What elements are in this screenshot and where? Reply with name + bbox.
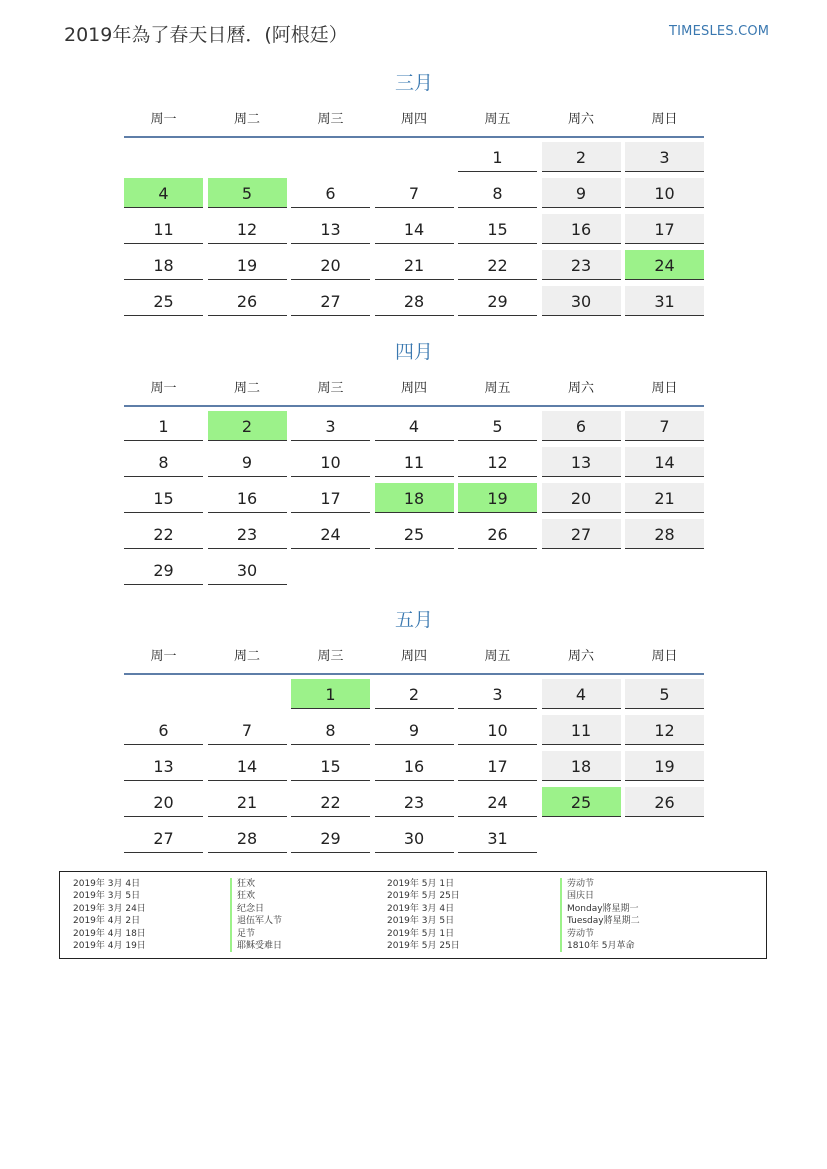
weekday-header	[124, 635, 704, 675]
weekday-label: 周五	[484, 380, 511, 396]
holiday-day-cell: 25	[542, 787, 621, 817]
month-block-may	[124, 605, 704, 859]
empty-day-cell	[208, 142, 287, 172]
day-cell: 9	[208, 447, 287, 477]
empty-day-cell	[291, 142, 370, 172]
day-cell: 22	[291, 787, 370, 817]
holiday-day-cell: 2	[208, 411, 287, 441]
weekday-label: 周六	[567, 111, 594, 127]
day-cell: 15	[458, 214, 537, 244]
empty-day-cell	[124, 679, 203, 709]
day-cell: 27	[124, 823, 203, 853]
legend-holiday-name: 国庆日	[560, 890, 640, 902]
day-cell: 7	[625, 411, 704, 441]
empty-day-cell	[291, 555, 370, 585]
legend-date: 2019年 3月 24日	[73, 903, 146, 914]
month-title: 三月	[394, 72, 433, 94]
day-cell: 30	[375, 823, 454, 853]
day-cell: 25	[124, 286, 203, 316]
empty-day-cell	[124, 142, 203, 172]
day-cell: 21	[208, 787, 287, 817]
day-cell: 27	[542, 519, 621, 549]
day-cell: 20	[291, 250, 370, 280]
day-cell: 29	[458, 286, 537, 316]
day-cell: 23	[375, 787, 454, 817]
empty-day-cell	[375, 555, 454, 585]
day-cell: 14	[625, 447, 704, 477]
day-cell: 23	[208, 519, 287, 549]
legend-holiday-name: 劳动节	[560, 878, 640, 890]
day-grid	[124, 142, 704, 322]
day-cell: 7	[208, 715, 287, 745]
day-cell: 3	[458, 679, 537, 709]
legend-date: 2019年 5月 25日	[387, 941, 460, 952]
holiday-day-cell: 1	[291, 679, 370, 709]
day-grid	[124, 411, 704, 591]
weekday-label: 周二	[233, 111, 260, 127]
day-cell: 20	[542, 483, 621, 513]
legend-date: 2019年 4月 19日	[73, 941, 146, 952]
weekday-label: 周三	[317, 648, 344, 664]
weekday-label: 周三	[317, 111, 344, 127]
holiday-day-cell: 18	[375, 483, 454, 513]
day-cell: 7	[375, 178, 454, 208]
weekday-label: 周六	[567, 380, 594, 396]
day-grid	[124, 679, 704, 859]
day-cell: 13	[291, 214, 370, 244]
legend-holiday-name: 劳动节	[560, 928, 640, 940]
day-cell: 11	[124, 214, 203, 244]
day-cell: 8	[291, 715, 370, 745]
holiday-day-cell: 19	[458, 483, 537, 513]
day-cell: 17	[291, 483, 370, 513]
weekday-label: 周日	[651, 111, 678, 127]
day-cell: 18	[542, 751, 621, 781]
legend-date: 2019年 3月 5日	[387, 916, 455, 927]
day-cell: 25	[375, 519, 454, 549]
day-cell: 29	[124, 555, 203, 585]
day-cell: 26	[458, 519, 537, 549]
weekday-label: 周一	[150, 380, 177, 396]
weekday-label: 周五	[484, 111, 511, 127]
legend-holiday-name: 纪念日	[230, 903, 282, 915]
empty-day-cell	[625, 823, 704, 853]
day-cell: 23	[542, 250, 621, 280]
day-cell: 6	[291, 178, 370, 208]
legend-holiday-name: 1810年 5月革命	[560, 940, 640, 952]
brand-link[interactable]: TIMESLES.COM	[669, 24, 770, 39]
day-cell: 22	[124, 519, 203, 549]
day-cell: 6	[542, 411, 621, 441]
day-cell: 28	[208, 823, 287, 853]
empty-day-cell	[542, 823, 621, 853]
legend-date: 2019年 3月 5日	[73, 891, 141, 902]
weekday-label: 周三	[317, 380, 344, 396]
day-cell: 1	[124, 411, 203, 441]
legend-holiday-name: 狂欢	[230, 878, 282, 890]
month-title: 五月	[394, 609, 433, 631]
legend-date: 2019年 5月 25日	[387, 891, 460, 902]
holiday-day-cell: 24	[625, 250, 704, 280]
day-cell: 28	[375, 286, 454, 316]
day-cell: 15	[291, 751, 370, 781]
day-cell: 30	[542, 286, 621, 316]
holiday-legend	[59, 871, 767, 959]
day-cell: 6	[124, 715, 203, 745]
day-cell: 15	[124, 483, 203, 513]
weekday-label: 周一	[150, 648, 177, 664]
day-cell: 11	[542, 715, 621, 745]
day-cell: 19	[625, 751, 704, 781]
weekday-header	[124, 98, 704, 138]
legend-date: 2019年 4月 18日	[73, 928, 146, 939]
page-title: 2019年為了春天日曆．(阿根廷）	[64, 24, 348, 46]
legend-names-1	[230, 878, 282, 952]
month-block-march	[124, 68, 704, 322]
empty-day-cell	[458, 555, 537, 585]
day-cell: 31	[458, 823, 537, 853]
month-title: 四月	[394, 341, 433, 363]
legend-date: 2019年 3月 4日	[387, 903, 455, 914]
legend-holiday-name: 足节	[230, 928, 282, 940]
day-cell: 4	[375, 411, 454, 441]
weekday-label: 周二	[233, 648, 260, 664]
day-cell: 1	[458, 142, 537, 172]
empty-day-cell	[375, 142, 454, 172]
day-cell: 18	[124, 250, 203, 280]
legend-names-2	[560, 878, 640, 952]
day-cell: 9	[542, 178, 621, 208]
weekday-label: 周六	[567, 648, 594, 664]
day-cell: 4	[542, 679, 621, 709]
legend-date: 2019年 5月 1日	[387, 879, 455, 889]
day-cell: 3	[625, 142, 704, 172]
day-cell: 10	[458, 715, 537, 745]
weekday-label: 周二	[233, 380, 260, 396]
legend-holiday-name: 狂欢	[230, 890, 282, 902]
day-cell: 17	[458, 751, 537, 781]
empty-day-cell	[208, 679, 287, 709]
empty-day-cell	[625, 555, 704, 585]
day-cell: 17	[625, 214, 704, 244]
legend-holiday-name: 耶稣受难日	[230, 940, 282, 952]
day-cell: 16	[208, 483, 287, 513]
holiday-day-cell: 4	[124, 178, 203, 208]
day-cell: 24	[291, 519, 370, 549]
day-cell: 5	[625, 679, 704, 709]
day-cell: 26	[208, 286, 287, 316]
day-cell: 29	[291, 823, 370, 853]
weekday-label: 周日	[651, 380, 678, 396]
empty-day-cell	[542, 555, 621, 585]
weekday-header	[124, 367, 704, 407]
day-cell: 11	[375, 447, 454, 477]
day-cell: 30	[208, 555, 287, 585]
day-cell: 10	[625, 178, 704, 208]
legend-holiday-name: 退伍军人节	[230, 915, 282, 927]
day-cell: 31	[625, 286, 704, 316]
day-cell: 9	[375, 715, 454, 745]
weekday-label: 周四	[400, 648, 427, 664]
day-cell: 12	[458, 447, 537, 477]
weekday-label: 周五	[484, 648, 511, 664]
legend-dates-1	[73, 878, 146, 952]
legend-date: 2019年 4月 2日	[73, 916, 141, 927]
day-cell: 8	[458, 178, 537, 208]
day-cell: 3	[291, 411, 370, 441]
day-cell: 2	[542, 142, 621, 172]
day-cell: 16	[542, 214, 621, 244]
day-cell: 13	[542, 447, 621, 477]
legend-holiday-name: Monday將星期一	[560, 903, 640, 915]
day-cell: 12	[625, 715, 704, 745]
day-cell: 24	[458, 787, 537, 817]
weekday-label: 周一	[150, 111, 177, 127]
day-cell: 28	[625, 519, 704, 549]
day-cell: 2	[375, 679, 454, 709]
day-cell: 14	[208, 751, 287, 781]
day-cell: 16	[375, 751, 454, 781]
day-cell: 21	[625, 483, 704, 513]
legend-date: 2019年 3月 4日	[73, 879, 141, 889]
day-cell: 14	[375, 214, 454, 244]
weekday-label: 周日	[651, 648, 678, 664]
legend-dates-2	[387, 878, 460, 952]
day-cell: 5	[458, 411, 537, 441]
legend-date: 2019年 5月 1日	[387, 928, 455, 939]
day-cell: 10	[291, 447, 370, 477]
day-cell: 12	[208, 214, 287, 244]
day-cell: 22	[458, 250, 537, 280]
day-cell: 19	[208, 250, 287, 280]
day-cell: 20	[124, 787, 203, 817]
day-cell: 27	[291, 286, 370, 316]
legend-holiday-name: Tuesday將星期二	[560, 915, 640, 927]
weekday-label: 周四	[400, 111, 427, 127]
day-cell: 13	[124, 751, 203, 781]
month-block-april	[124, 337, 704, 591]
weekday-label: 周四	[400, 380, 427, 396]
day-cell: 26	[625, 787, 704, 817]
day-cell: 8	[124, 447, 203, 477]
day-cell: 21	[375, 250, 454, 280]
holiday-day-cell: 5	[208, 178, 287, 208]
